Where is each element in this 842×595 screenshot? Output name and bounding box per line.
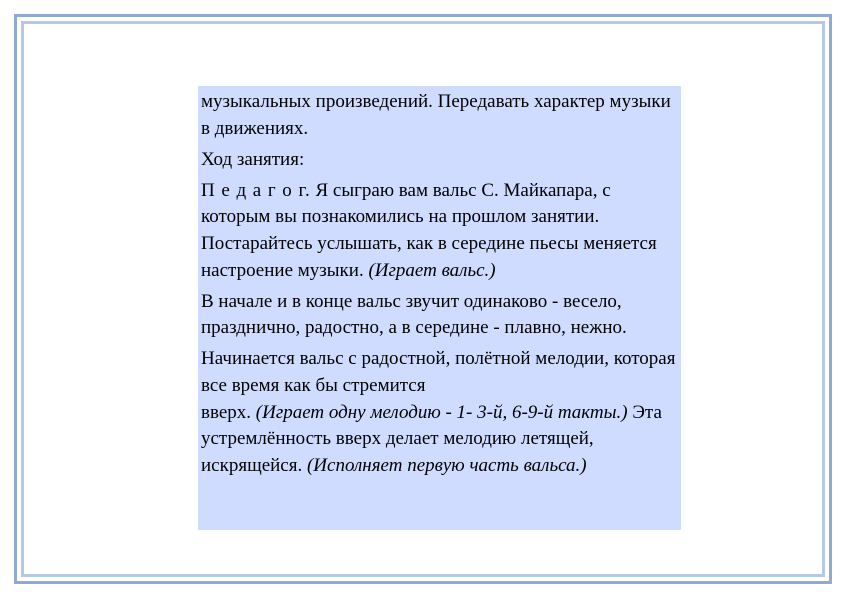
stage-remark: (Играет одну мелодию - 1- 3-й, 6-9-й такты.) (255, 401, 628, 423)
lesson-text-box (198, 86, 681, 530)
paragraph-text: музыкальных произведений. Передавать характер музыки в движениях. (201, 91, 671, 139)
paragraph-text: Я сыграю вам вальс С. Майкапара, с которым вы познакомились на прошлом занятии. Постарайтесь услышать, как в середине пьесы меняется настроение музыки. (201, 179, 657, 281)
paragraph-waltz-melody (201, 346, 677, 479)
paragraph-lesson-heading (201, 147, 677, 174)
paragraph-text: вверх. (201, 401, 256, 423)
paragraph-teacher-intro (201, 178, 677, 284)
paragraph-text: В начале и в конце вальс звучит одинаково - весело, празднично, радостно, а в середине - плавно, нежно. (201, 290, 627, 339)
paragraph-waltz-character (201, 289, 677, 342)
paragraph-text: Начинается вальс с радостной, полётной мелодии, которая все время как бы стремится (201, 348, 676, 396)
lesson-heading: Ход занятия: (201, 148, 305, 170)
paragraph-text: Эта устремлённость вверх делает мелодию летящей, искрящейся. (201, 401, 662, 476)
speaker-label: П е д а г о г. (201, 179, 311, 201)
stage-remark: (Играет вальс.) (368, 259, 496, 281)
paragraph-goals (201, 89, 677, 142)
stage-remark: (Исполняет первую часть вальса.) (306, 454, 587, 476)
